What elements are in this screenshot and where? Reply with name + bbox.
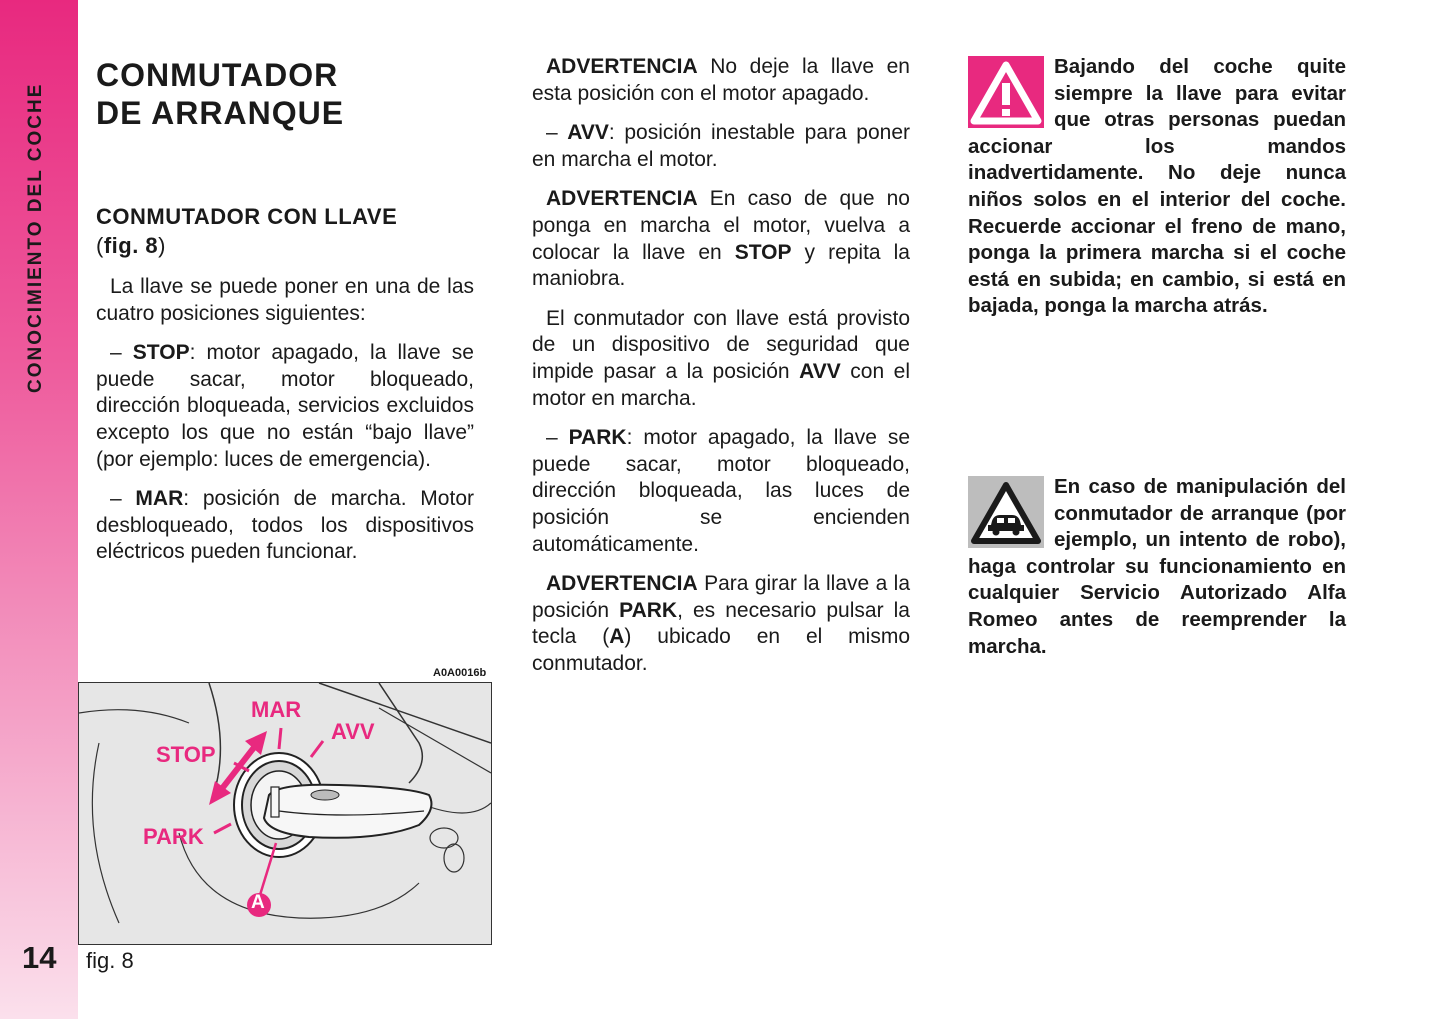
stop-text: : motor apagado, la llave se puede sacar, motor bloqueado, dirección bloqueada, servicios excluidos excepto los que no están “bajo llave” (por ejemplo: luces de emergencia). — [96, 341, 474, 471]
park-label: PARK — [568, 426, 627, 450]
avv-label: AVV — [799, 359, 841, 383]
title-line-1: CONMUTADOR — [96, 57, 339, 93]
mar-text: : posición de marcha. Motor desbloqueado, todos los dispositivos eléctricos pueden funcionar. — [96, 487, 474, 564]
section-subtitle — [96, 202, 474, 260]
advertencia-2 — [532, 186, 910, 292]
page-number: 14 — [22, 940, 57, 975]
intro-paragraph: La llave se puede poner en una de las cuatro posiciones siguientes: — [96, 275, 474, 325]
ignition-switch-figure — [78, 682, 492, 945]
advertencia-label: ADVERTENCIA — [546, 55, 698, 78]
subtitle-text: CONMUTADOR CON LLAVE — [96, 204, 398, 229]
column-3-lower — [968, 474, 1346, 660]
stop-label: STOP — [734, 240, 792, 264]
sidebar — [0, 0, 78, 1019]
safety-text: con el motor en marcha. — [532, 359, 910, 410]
a-label: A — [609, 625, 625, 649]
park-label: PARK — [619, 598, 678, 622]
stop-label: STOP — [132, 341, 190, 365]
advertencia-text: En caso de que no ponga en marcha el motor, vuelva a colocar la llave en — [532, 187, 910, 264]
warning-block-2 — [968, 474, 1346, 660]
advertencia-text: , es necesario pulsar la tecla ( — [532, 598, 910, 649]
warning-1-text: Bajando del coche quite siempre la llave para evitar que otras personas puedan accionar los mandos inadvertidamente. No deje nunca niños solos en el interior del coche. Recuerde accionar el freno de mano, ponga la primera marcha si el coche está en subida; en cambio, si está en bajada, ponga la marcha atrás. — [968, 55, 1346, 318]
dash: – — [110, 341, 133, 365]
column-2 — [532, 54, 910, 690]
stop-paragraph — [96, 340, 474, 473]
stop-label: STOP — [156, 742, 216, 767]
dash: – — [546, 121, 568, 145]
mar-label: MAR — [251, 697, 302, 722]
figure-ref[interactable]: fig. 8 — [103, 233, 159, 258]
dash: – — [546, 426, 569, 450]
column-3 — [968, 54, 1346, 320]
park-paragraph — [532, 425, 910, 558]
advertencia-label: ADVERTENCIA — [546, 187, 698, 211]
park-text: : motor apagado, la llave se puede sacar, motor bloqueado, dirección bloqueada, las luces de posición se encienden automáticamente. — [532, 426, 910, 556]
advertencia-1 — [532, 54, 910, 107]
avv-label: AVV — [331, 719, 375, 744]
warning-block-1 — [968, 54, 1346, 320]
ref-close: ) — [158, 233, 166, 258]
warning-2-text: En caso de manipulación del conmutador de arranque (por ejemplo, un intento de robo), haga controlar su funcionamiento en cualquier Servicio Autorizado Alfa Romeo antes de reemprender la marcha. — [968, 475, 1346, 658]
column-1 — [96, 56, 474, 579]
advertencia-text: Para girar la llave a la posición — [532, 572, 910, 622]
mar-paragraph — [96, 486, 474, 566]
mar-label: MAR — [135, 487, 184, 511]
dash: – — [110, 487, 136, 511]
figure-code: A0A0016b — [433, 667, 487, 679]
advertencia-label: ADVERTENCIA — [546, 572, 698, 596]
safety-text: El conmutador con llave está provisto de un dispositivo de seguridad que impide pasar a la posición — [532, 306, 910, 383]
a-label: A — [251, 892, 265, 913]
page-title — [96, 56, 474, 132]
ref-open: ( — [96, 233, 104, 258]
danger-triangle-icon — [968, 56, 1044, 128]
car-theft-warning-icon — [968, 476, 1044, 548]
avv-paragraph — [532, 120, 910, 173]
advertencia-text: ) ubicado en el mismo conmutador. — [532, 625, 910, 675]
figure-caption: fig. 8 — [86, 948, 134, 973]
advertencia-3 — [532, 571, 910, 677]
safety-paragraph — [532, 306, 910, 412]
avv-text: : posición inestable para poner en marcha el motor. — [532, 121, 910, 171]
section-title: CONOCIMIENTO DEL COCHE — [25, 82, 46, 393]
title-line-2: DE ARRANQUE — [96, 95, 345, 131]
park-label: PARK — [143, 824, 204, 849]
advertencia-text: No deje la llave en esta posición con el motor apagado. — [532, 55, 910, 105]
advertencia-text: y repita la maniobra. — [532, 240, 910, 291]
avv-label: AVV — [567, 121, 609, 145]
